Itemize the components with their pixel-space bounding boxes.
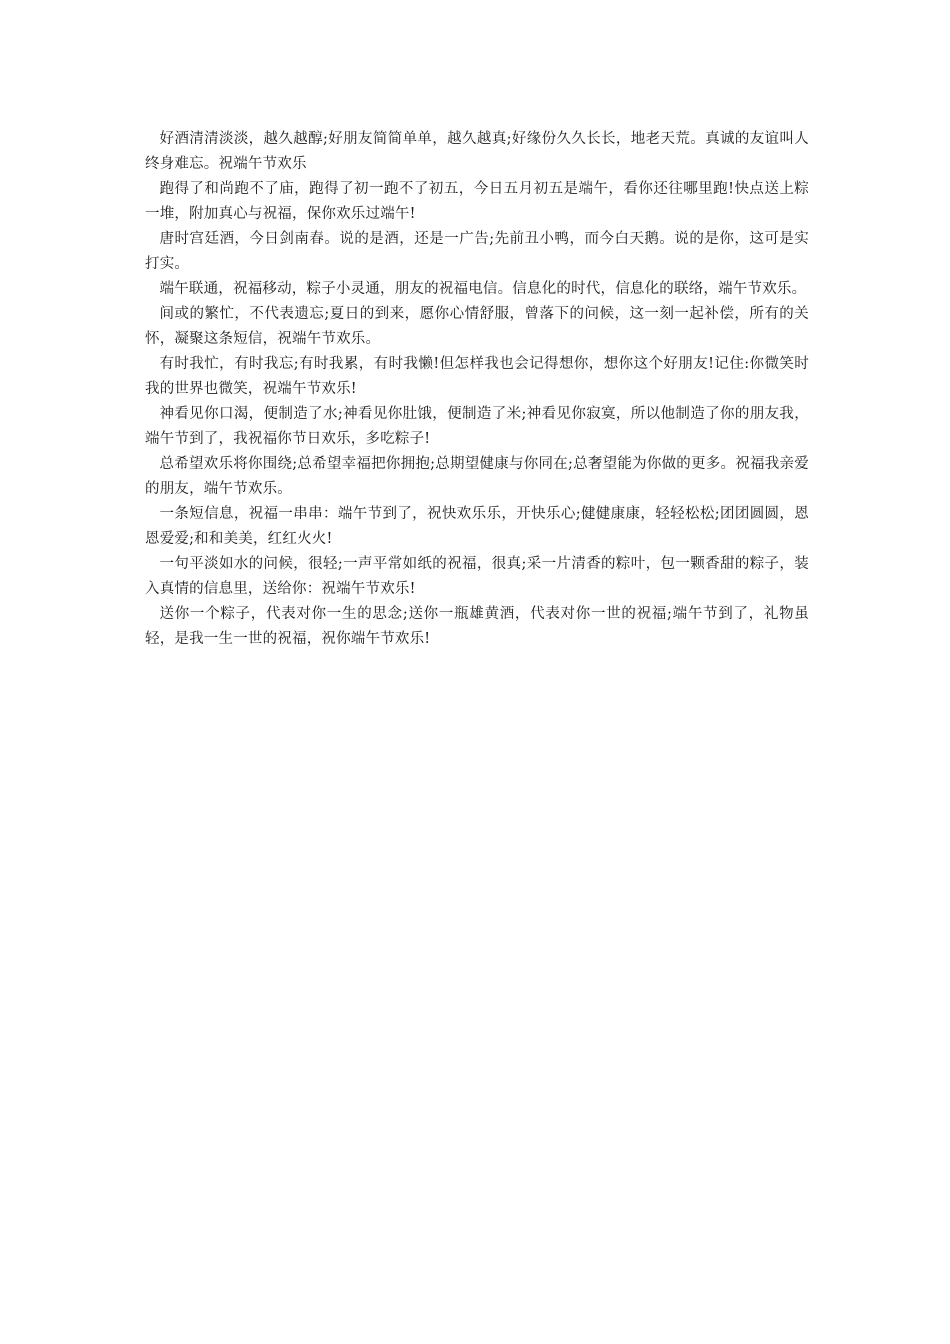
paragraph: 神看见你口渴，便制造了水;神看见你肚饿，便制造了米;神看见你寂寞，所以他制造了你的朋友我，端午节到了，我祝福你节日欢乐，多吃粽子! — [145, 406, 809, 447]
paragraph: 一句平淡如水的问候，很轻;一声平常如纸的祝福，很真;采一片清香的粽叶，包一颗香甜的粽子，装入真情的信息里，送给你：祝端午节欢乐! — [145, 556, 809, 597]
paragraph: 送你一个粽子，代表对你一生的思念;送你一瓶雄黄酒，代表对你一世的祝福;端午节到了，礼物虽轻，是我一生一世的祝福，祝你端午节欢乐! — [145, 606, 809, 647]
paragraph: 总希望欢乐将你围绕;总希望幸福把你拥抱;总期望健康与你同在;总奢望能为你做的更多。祝福我亲爱的朋友，端午节欢乐。 — [145, 456, 809, 497]
paragraph: 端午联通，祝福移动，粽子小灵通，朋友的祝福电信。信息化的时代，信息化的联络，端午节欢乐。 — [159, 281, 807, 297]
paragraph: 间或的繁忙，不代表遗忘;夏日的到来，愿你心情舒服，曾落下的问候，这一刻一起补偿，所有的关怀，凝聚这条短信，祝端午节欢乐。 — [145, 306, 809, 347]
paragraph: 一条短信息，祝福一串串：端午节到了，祝快欢乐乐，开快乐心;健健康康，轻轻松松;团团圆圆，恩恩爱爱;和和美美，红红火火! — [145, 506, 809, 547]
paragraph: 好酒清清淡淡，越久越醇;好朋友简简单单，越久越真;好缘份久久长长，地老天荒。真诚的友谊叫人终身难忘。祝端午节欢乐 — [145, 131, 809, 172]
paragraph: 跑得了和尚跑不了庙，跑得了初一跑不了初五，今日五月初五是端午，看你还往哪里跑!快点送上粽一堆，附加真心与祝福，保你欢乐过端午! — [145, 181, 809, 222]
paragraph: 有时我忙，有时我忘;有时我累，有时我懒!但怎样我也会记得想你，想你这个好朋友!记住:你微笑时我的世界也微笑，祝端午节欢乐! — [145, 356, 809, 397]
document-body — [145, 127, 809, 652]
paragraph: 唐时宫廷酒，今日剑南春。说的是酒，还是一广告;先前丑小鸭，而今白天鹅。说的是你，这可是实打实。 — [145, 231, 809, 272]
